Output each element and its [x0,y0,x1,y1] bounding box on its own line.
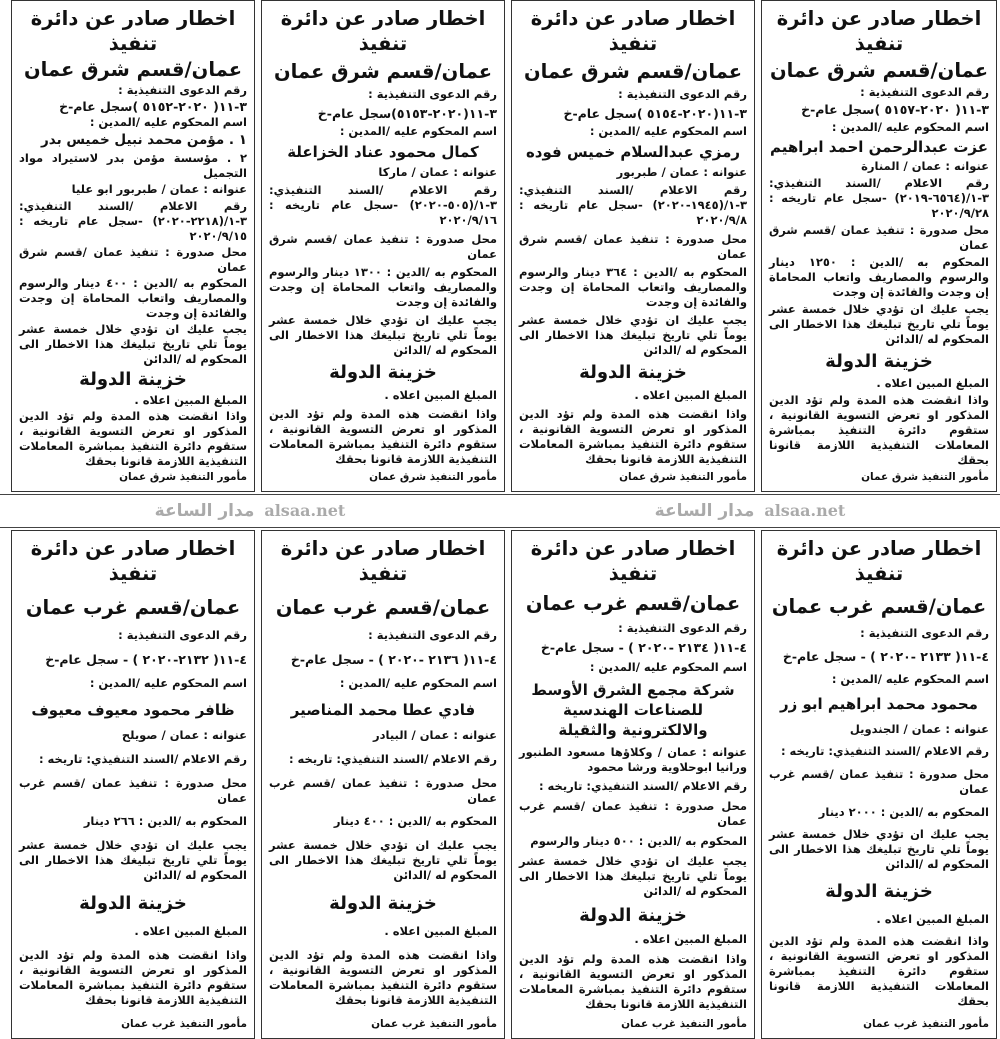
notice-line: المبلغ المبين اعلاه . [384,388,497,403]
notice-line: عنوانه : عمان / طبربور [616,165,747,180]
debtor-name: شركة مجمع الشرق الأوسط للصناعات الهندسية والالكترونية والثقيلة [531,680,735,739]
creditor-name: خزينة الدولة [79,368,187,390]
case-number: ٣-١١(٢٠٢٠-٥١٥٣)سجل عام-خ [317,105,497,121]
notice-line: رقم الدعوى التنفيذية : [118,83,247,98]
watermark-latin: alsaa.net [264,501,346,520]
notice-line: رقم الاعلام /السند التنفيذي: تاريخه : [288,751,497,766]
notice-line: المحكوم به /الدين : ١٢٥٠ دينار والرسوم والمصاريف واتعاب المحاماة إن وجدت والفائدة إن وجدت [769,255,990,300]
notice-line: عنوانه : عمان / المنارة [861,158,989,173]
notice-line: المحكوم به /الدين : ٤٠٠ دينار والرسوم والمصاريف واتعاب المحاماة إن وجدت والفائدة إن وجدت [19,275,247,320]
creditor-name: خزينة الدولة [329,362,437,384]
signature-line: مأمور التنفيذ غرب عمان [621,1017,747,1030]
notice-line: يجب عليك ان تؤدي خلال خمسة عشر يوماً تلي تاريخ تبليغك هذا الاخطار الى المحكوم له /الدائن [519,853,747,898]
notice-line: المبلغ المبين اعلاه . [876,375,989,390]
notice-line: ٢ . مؤسسة مؤمن بدر لاستيراد مواد التجميل [19,151,247,181]
notice-line: يجب عليك ان تؤدي خلال خمسة عشر يوماً تلي تاريخ تبليغك هذا الاخطار الى المحكوم له /الدائن [19,321,247,366]
notice-title: عمان/قسم شرق عمان [23,58,243,82]
case-number: ٣-١١( ٢٠٢٠-٥١٥٢ )سجل عام-خ [59,99,247,115]
notice-line: اسم المحكوم عليه /المدين : [589,123,747,138]
execution-notice [11,530,255,1039]
notice-line: محل صدورة : تنفيذ عمان /قسم غرب عمان [269,775,497,805]
notice-line: عنوانه : عمان / وكلاؤها مسعود الطنبور ورانيا ابوحلاوية ورشا محمود [519,744,747,774]
notice-line: اسم المحكوم عليه /المدين : [589,660,747,675]
notice-line: يجب عليك ان تؤدي خلال خمسة عشر يوماً تلي تاريخ تبليغك هذا الاخطار الى المحكوم له /الدائن [769,827,989,872]
debtor-name: ١ . مؤمن محمد نبيل خميس بدر [41,132,247,149]
notice-title: عمان/قسم شرق عمان [523,60,743,84]
notice-title: اخطار صادر عن دائرة تنفيذ [280,7,486,55]
execution-notice [511,0,755,492]
notice-line: محل صدورة : تنفيذ عمان /قسم غرب عمان [769,767,989,797]
notice-line: اسم المحكوم عليه /المدين : [831,671,989,686]
case-number: ٣-١١( ٢٠٢٠-٥١٥٧ )سجل عام-خ [801,102,989,118]
notice-line: عنوانه : عمان / البيادر [373,728,497,743]
notice-line: عنوانه : عمان / طبربور ابو عليا [71,182,247,197]
notice-title: اخطار صادر عن دائرة تنفيذ [776,537,982,585]
notice-line: اسم المحكوم عليه /المدين : [89,115,247,130]
case-number: ٤-١١( ٢١٣٦ -٢٠٢٠ ) - سجل عام-خ [290,652,497,668]
signature-line: مأمور التنفيذ شرق عمان [861,470,989,483]
creditor-name: خزينة الدولة [579,362,687,384]
notice-title: اخطار صادر عن دائرة تنفيذ [30,537,236,585]
notice-line: واذا انقضت هذه المدة ولم تؤد الدين المذكور او تعرض التسوية القانونية ، ستقوم دائرة التنفيذ بمباشرة المعاملات التنفيذية اللازمة قانونا بحقك [269,406,497,466]
notice-line: المبلغ المبين اعلاه . [634,932,747,947]
notice-line: رقم الدعوى التنفيذية : [860,626,989,641]
notice-line: رقم الاعلام /السند التنفيذي: تاريخه : [780,744,989,759]
execution-notice [261,530,505,1039]
notice-line: رقم الدعوى التنفيذية : [618,620,747,635]
notice-title: اخطار صادر عن دائرة تنفيذ [30,7,236,55]
creditor-name: خزينة الدولة [825,350,933,372]
debtor-name: رمزي عبدالسلام خميس فوده [525,143,741,162]
notice-title: اخطار صادر عن دائرة تنفيذ [530,537,736,585]
notice-title: اخطار صادر عن دائرة تنفيذ [776,7,982,55]
creditor-name: خزينة الدولة [329,892,437,914]
notice-line: رقم الاعلام /السند التنفيذي: تاريخه : [38,751,247,766]
notice-line: يجب عليك ان تؤدي خلال خمسة عشر يوماً تلي تاريخ تبليغك هذا الاخطار الى المحكوم له /الدائن [769,302,989,347]
notice-line: واذا انقضت هذه المدة ولم تؤد الدين المذكور او تعرض التسوية القانونية ، ستقوم دائرة التنفيذ بمباشرة المعاملات التنفيذية اللازمة قانونا بحقك [519,952,747,1012]
debtor-name: فادي عطا محمد المناصير [290,700,476,719]
notice-line: محل صدورة : تنفيذ عمان /قسم شرق عمان [519,231,747,261]
notice-line: واذا انقضت هذه المدة ولم تؤد الدين المذكور او تعرض التسوية القانونية ، ستقوم دائرة التنفيذ بمباشرة المعاملات التنفيذية اللازمة قانونا بحقك [769,392,989,467]
notice-line: المبلغ المبين اعلاه . [634,388,747,403]
notice-title: عمان/قسم غرب عمان [275,595,491,619]
notice-line: المبلغ المبين اعلاه . [134,924,247,939]
notice-title: عمان/قسم شرق عمان [273,60,493,84]
notice-line: يجب عليك ان تؤدي خلال خمسة عشر يوماً تلي تاريخ تبليغك هذا الاخطار الى المحكوم له /الدائن [19,838,247,883]
notice-line: عنوانه : عمان / الجندويل [849,721,989,736]
notice-line: محل صدورة : تنفيذ عمان /قسم شرق عمان [19,244,247,274]
signature-line: مأمور التنفيذ غرب عمان [121,1017,247,1030]
notice-title: عمان/قسم غرب عمان [25,595,241,619]
notices-row-west-amman [0,530,1000,1039]
notice-line: رقم الاعلام /السند التنفيذي: ٣-١/(٦٥٦٤-٢٠١٩) -سجل عام تاريخه : ٢٠٢٠/٩/٢٨ [769,175,989,220]
notice-title: عمان/قسم غرب عمان [771,594,987,618]
execution-notice [761,530,997,1039]
notice-line: رقم الاعلام /السند التنفيذي: تاريخه : [538,779,747,794]
watermark-latin: alsaa.net [764,501,846,520]
notice-line: رقم الدعوى التنفيذية : [860,85,989,100]
notice-line: يجب عليك ان تؤدي خلال خمسة عشر يوماً تلي تاريخ تبليغك هذا الاخطار الى المحكوم له /الدائن [519,313,747,358]
notice-line: المحكوم به /الدين : ٢٠٠٠ دينار [818,804,989,819]
notice-title: اخطار صادر عن دائرة تنفيذ [530,7,736,55]
notice-line: المحكوم به /الدين : ٢٦٦ دينار [83,814,247,829]
notice-line: يجب عليك ان تؤدي خلال خمسة عشر يوماً تلي تاريخ تبليغك هذا الاخطار الى المحكوم له /الدائن [269,313,497,358]
notice-line: المحكوم به /الدين : ٣٦٤ دينار والرسوم والمصاريف واتعاب المحاماة إن وجدت والفائدة إن وجدت [519,264,747,309]
notice-line: عنوانه : عمان / ماركا [378,165,497,180]
notice-line: اسم المحكوم عليه /المدين : [89,675,247,690]
notice-title: اخطار صادر عن دائرة تنفيذ [280,537,486,585]
notice-line: عنوانه : عمان / صويلح [121,728,247,743]
signature-line: مأمور التنفيذ شرق عمان [119,470,247,483]
case-number: ٤-١١( ٢١٣٣ -٢٠٢٠ ) - سجل عام-خ [782,648,989,664]
notice-line: المبلغ المبين اعلاه . [384,924,497,939]
signature-line: مأمور التنفيذ غرب عمان [371,1017,497,1030]
case-number: ٤-١١( ٢١٣٤ -٢٠٢٠ ) - سجل عام-خ [540,640,747,656]
notice-line: محل صدورة : تنفيذ عمان /قسم شرق عمان [269,231,497,261]
notice-line: يجب عليك ان تؤدي خلال خمسة عشر يوماً تلي تاريخ تبليغك هذا الاخطار الى المحكوم له /الدائن [269,838,497,883]
signature-line: مأمور التنفيذ شرق عمان [369,470,497,483]
debtor-name: ظافر محمود معيوف معيوف [31,700,235,719]
execution-notice [261,0,505,492]
signature-line: مأمور التنفيذ شرق عمان [619,470,747,483]
notice-line: المحكوم به /الدين : ٤٠٠ دينار [333,814,497,829]
watermark-arabic: مدار الساعة [654,500,755,521]
case-number: ٤-١١( ٢١٣٢-٢٠٢٠ ) - سجل عام-خ [45,652,247,668]
notice-line: رقم الدعوى التنفيذية : [368,628,497,643]
notice-line: رقم الدعوى التنفيذية : [118,628,247,643]
notices-row-east-amman [0,0,1000,492]
execution-notice [511,530,755,1039]
creditor-name: خزينة الدولة [825,881,933,903]
notice-line: رقم الاعلام /السند التنفيذي: ٣-١/(١٩٤٥-٢٠٢٠) -سجل عام تاريخه : ٢٠٢٠/٩/٨ [519,183,747,228]
watermark-arabic: مدار الساعة [154,500,255,521]
execution-notice [761,0,997,492]
signature-line: مأمور التنفيذ غرب عمان [863,1017,989,1030]
case-number: ٣-١١(٢٠٢٠-٥١٥٤ )سجل عام-خ [563,105,747,121]
debtor-name: محمود محمد ابراهيم ابو زر [780,695,978,714]
watermark [154,500,346,521]
notice-line: محل صدورة : تنفيذ عمان /قسم غرب عمان [519,799,747,829]
notice-title: عمان/قسم شرق عمان [769,59,989,83]
creditor-name: خزينة الدولة [579,904,687,926]
row-divider [0,494,1000,528]
notice-line: المحكوم به /الدين : ١٣٠٠ دينار والرسوم والمصاريف واتعاب المحاماة إن وجدت والفائدة إن وجدت [269,264,497,309]
notice-line: رقم الاعلام /السند التنفيذي: ٣-١/(٥٠٥-٢٠٢٠) -سجل عام تاريخه : ٢٠٢٠/٩/١٦ [269,183,497,228]
notice-line: محل صدورة : تنفيذ عمان /قسم شرق عمان [769,223,989,253]
notice-line: اسم المحكوم عليه /المدين : [831,119,989,134]
notice-line: واذا انقضت هذه المدة ولم تؤد الدين المذكور او تعرض التسوية القانونية ، ستقوم دائرة التنفيذ بمباشرة المعاملات التنفيذية اللازمة قانونا بحقك [269,948,497,1008]
execution-notice [11,0,255,492]
notice-line: رقم الدعوى التنفيذية : [368,87,497,102]
debtor-name: كمال محمود عناد الخزاعلة [287,143,479,162]
notice-title: عمان/قسم غرب عمان [525,591,741,615]
notice-line: واذا انقضت هذه المدة ولم تؤد الدين المذكور او تعرض التسوية القانونية ، ستقوم دائرة التنفيذ بمباشرة المعاملات التنفيذية اللازمة قانونا بحقك [19,948,247,1008]
creditor-name: خزينة الدولة [79,892,187,914]
notice-line: اسم المحكوم عليه /المدين : [339,123,497,138]
notice-line: واذا انقضت هذه المدة ولم تؤد الدين المذكور او تعرض التسوية القانونية ، ستقوم دائرة التنفيذ بمباشرة المعاملات التنفيذية اللازمة قانونا بحقك [519,406,747,466]
notice-line: واذا انقضت هذه المدة ولم تؤد الدين المذكور او تعرض التسوية القانونية ، ستقوم دائرة التنفيذ بمباشرة المعاملات التنفيذية اللازمة قانونا بحقك [769,934,989,1009]
notice-line: اسم المحكوم عليه /المدين : [339,675,497,690]
notice-line: رقم الاعلام /السند التنفيذي: ٣-١/(٢٢١٨-٢٠٢٠) -سجل عام تاريخه : ٢٠٢٠/٩/١٥ [19,198,247,243]
debtor-name: عزت عبدالرحمن احمد ابراهيم [769,137,989,156]
notice-line: المبلغ المبين اعلاه . [876,911,989,926]
notice-line: المحكوم به /الدين : ٥٠٠ دينار والرسوم [530,834,747,849]
notice-line: رقم الدعوى التنفيذية : [618,87,747,102]
notice-line: واذا انقضت هذه المدة ولم تؤد الدين المذكور او تعرض التسوية القانونية ، ستقوم دائرة التنفيذ بمباشرة المعاملات التنفيذية اللازمة قانونا بحقك [19,408,247,468]
notice-line: المبلغ المبين اعلاه . [134,392,247,407]
watermark [654,500,846,521]
notice-line: محل صدورة : تنفيذ عمان /قسم غرب عمان [19,775,247,805]
